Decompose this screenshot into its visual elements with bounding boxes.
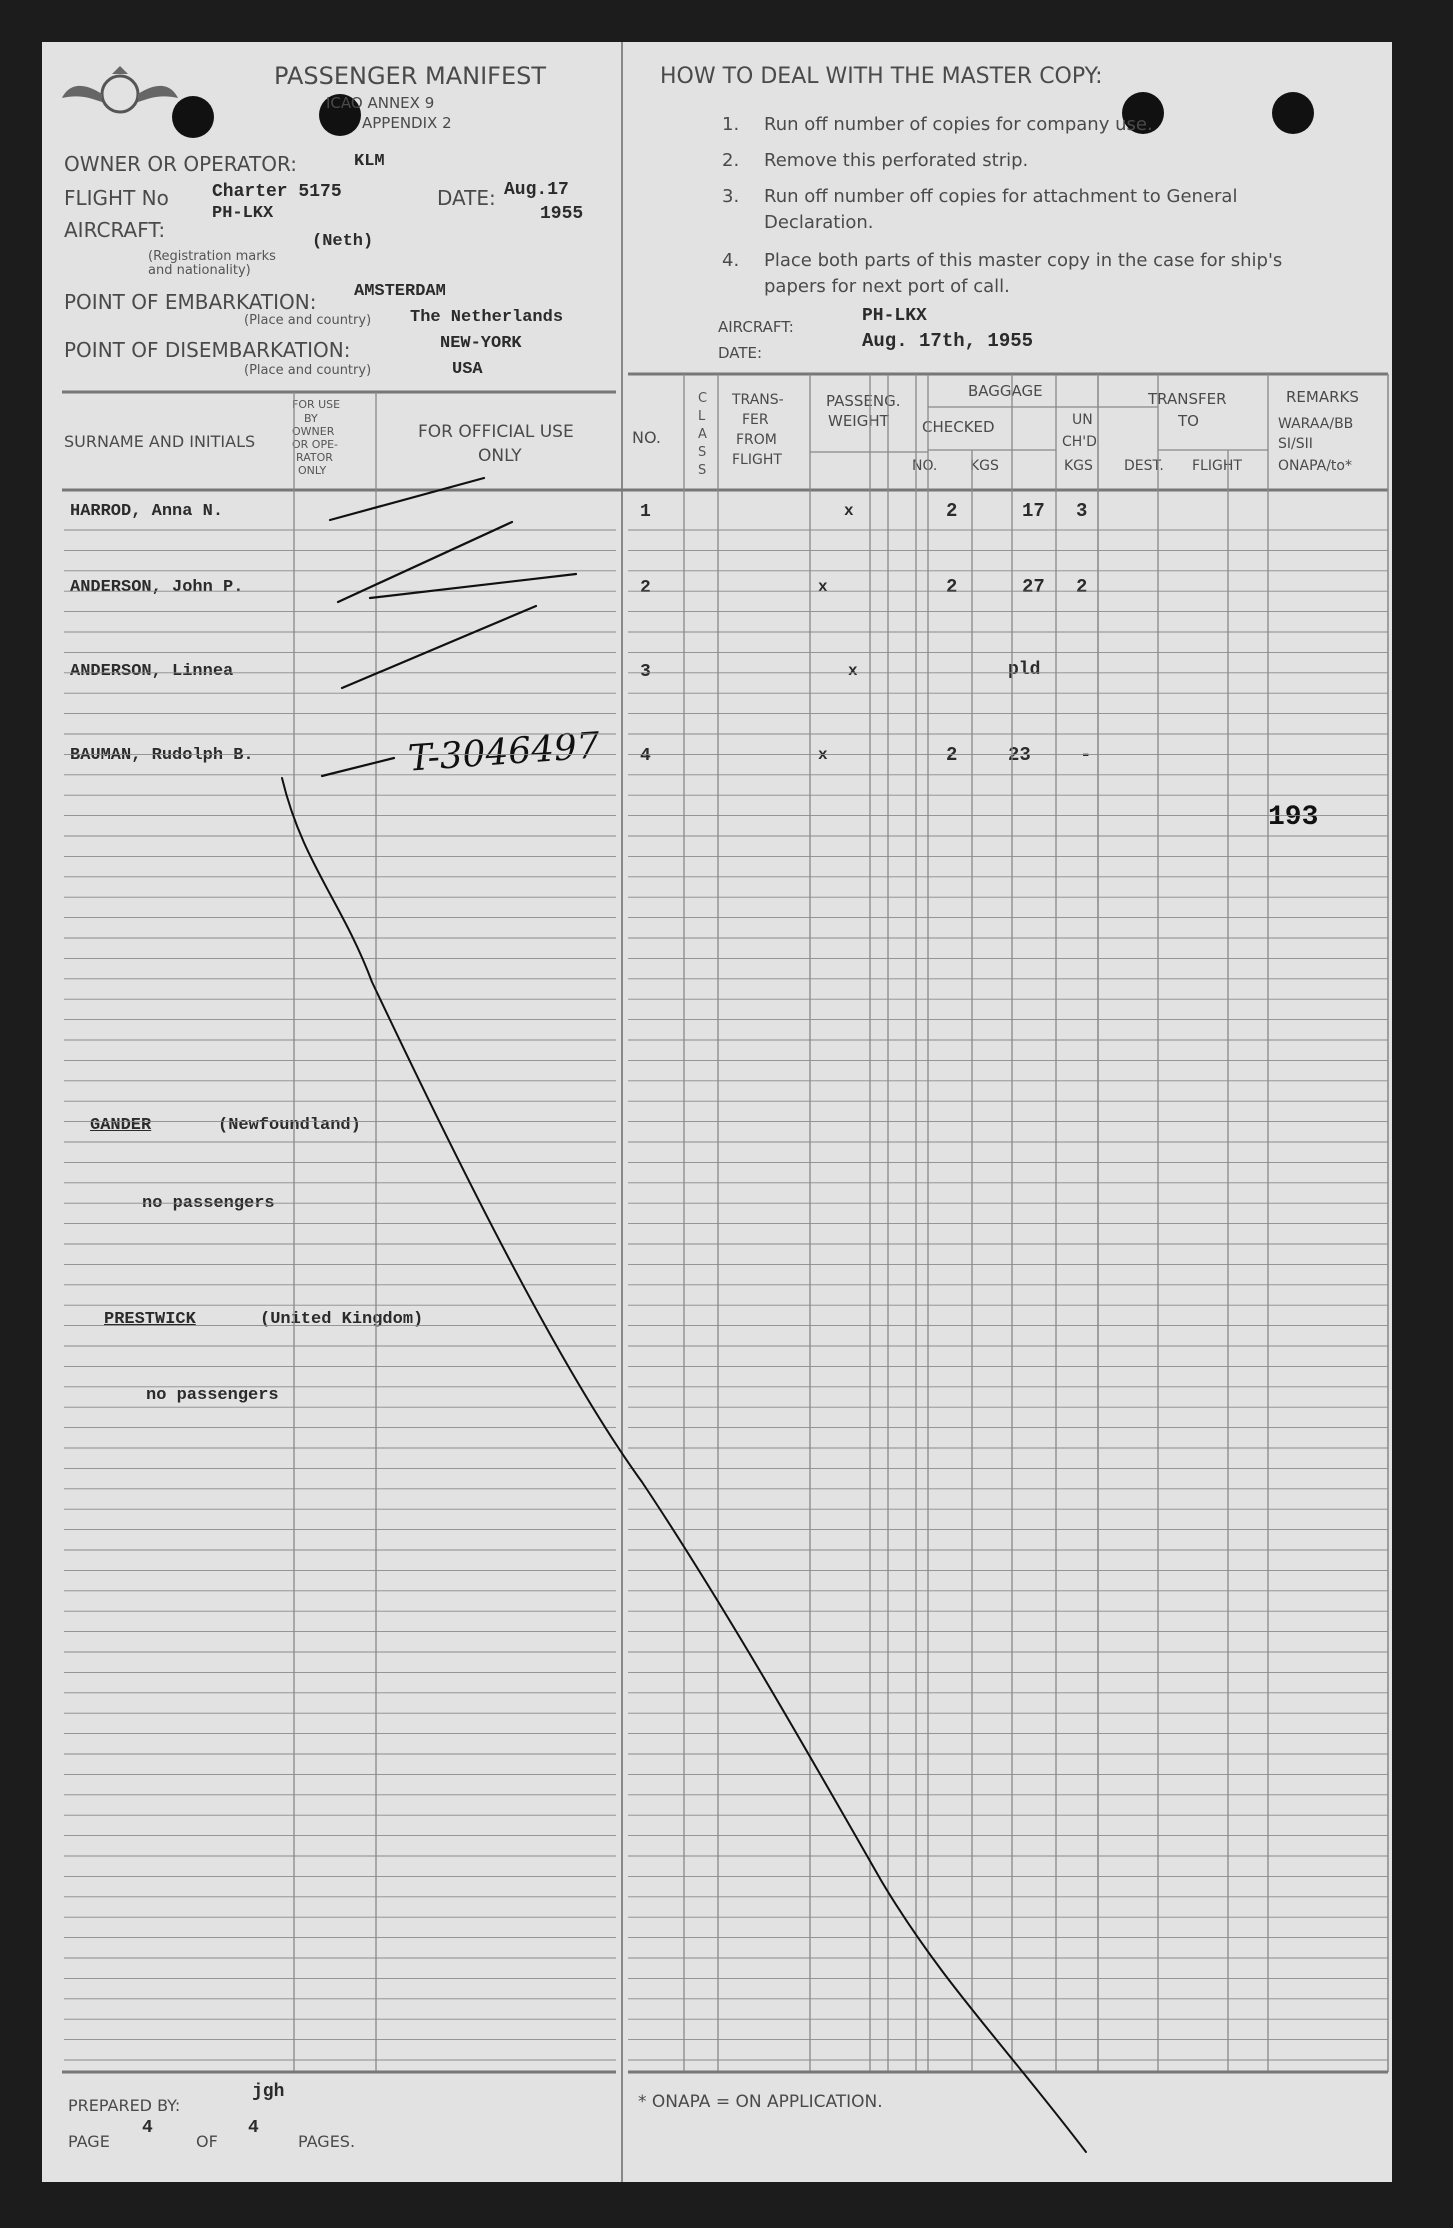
col-header-remarks: REMARKS <box>1286 388 1359 406</box>
passenger-name: ANDERSON, John P. <box>70 578 244 597</box>
prepared-label: PREPARED BY: <box>68 2096 181 2115</box>
stop-place: PRESTWICK <box>104 1310 196 1329</box>
col-header-owner-use: OR OPE- <box>292 438 339 451</box>
col-header-class: L <box>698 409 706 424</box>
stop-place: GANDER <box>90 1116 152 1135</box>
col-header-passeng-weight: PASSENG. <box>826 392 901 410</box>
col-header-dest: DEST. <box>1124 458 1164 474</box>
registration-note: (Registration marks <box>148 249 276 264</box>
instructions-title: HOW TO DEAL WITH THE MASTER COPY: <box>660 64 1103 89</box>
of-value: 4 <box>248 2118 259 2138</box>
col-header-checked-kgs: KGS <box>970 458 999 474</box>
manifest-page <box>42 42 1392 2182</box>
right-aircraft-value: PH-LKX <box>862 306 927 326</box>
pages-label: PAGES. <box>298 2132 356 2151</box>
ink-stroke <box>330 478 484 520</box>
right-date-value: Aug. 17th, 1955 <box>862 330 1034 352</box>
disembarkation-label: POINT OF DISEMBARKATION: <box>64 338 351 362</box>
col-header-transfer-to: TO <box>1178 412 1199 430</box>
col-header-no: NO. <box>632 428 661 447</box>
col-header-checked: CHECKED <box>922 418 995 436</box>
instruction-text: papers for next port of call. <box>764 276 1010 297</box>
passenger-name: HARROD, Anna N. <box>70 502 224 521</box>
owner-label: OWNER OR OPERATOR: <box>64 152 297 176</box>
instruction-text: Run off number off copies for attachment to General <box>764 186 1238 207</box>
owner-value: KLM <box>354 152 385 171</box>
prepared-value: jgh <box>252 2082 285 2102</box>
col-header-checked-no: NO. <box>912 458 938 474</box>
col-header-transfer-from: FROM <box>736 432 777 448</box>
aircraft-nationality: (Neth) <box>312 232 374 251</box>
baggage-checked-kgs: 23 <box>1008 744 1031 766</box>
instruction-num: 3. <box>722 186 740 207</box>
right-aircraft-label: AIRCRAFT: <box>718 318 794 336</box>
embarkation-label: POINT OF EMBARKATION: <box>64 290 317 314</box>
baggage-checked-no: 2 <box>946 500 958 522</box>
ink-stroke <box>342 606 536 688</box>
col-header-baggage: BAGGAGE <box>968 382 1043 400</box>
ink-stroke <box>370 574 576 598</box>
place-country-note: (Place and country) <box>244 363 372 378</box>
page-label: PAGE <box>68 2132 110 2151</box>
passenger-no: 2 <box>640 578 651 598</box>
passenger-weight-mark: x <box>848 662 858 680</box>
col-header-remarks-code: SI/SII <box>1278 436 1313 452</box>
instruction-text: Run off number of copies for company use. <box>764 114 1153 135</box>
stop-country: (United Kingdom) <box>260 1310 424 1329</box>
annex-label: ICAO ANNEX 9 <box>326 94 435 112</box>
ink-stroke <box>338 522 512 602</box>
col-header-class: A <box>698 427 707 442</box>
col-header-class: S <box>698 463 707 478</box>
col-header-unchd: CH'D <box>1062 434 1097 450</box>
flight-label: FLIGHT No <box>64 186 169 210</box>
col-header-owner-use: ONLY <box>298 464 327 477</box>
aircraft-value: PH-LKX <box>212 204 274 223</box>
col-header-owner-use: RATOR <box>296 451 333 464</box>
col-header-class: S <box>698 445 707 460</box>
date-label: DATE: <box>437 186 496 210</box>
appendix-label: APPENDIX 2 <box>362 114 452 132</box>
embarkation-city: AMSTERDAM <box>354 282 446 301</box>
registration-note: and nationality) <box>148 263 251 278</box>
page-value: 4 <box>142 2118 153 2138</box>
col-header-owner-use: OWNER <box>292 425 335 438</box>
place-country-note: (Place and country) <box>244 313 372 328</box>
right-date-label: DATE: <box>718 344 763 362</box>
col-header-remarks-code: ONAPA/to* <box>1278 458 1352 474</box>
instruction-num: 2. <box>722 150 740 171</box>
instruction-text: Remove this perforated strip. <box>764 150 1029 171</box>
passenger-name: BAUMAN, Rudolph B. <box>70 746 254 765</box>
disembarkation-country: USA <box>452 360 483 379</box>
onapa-note: * ONAPA = ON APPLICATION. <box>638 2092 883 2112</box>
passenger-weight-mark: x <box>818 578 828 596</box>
col-header-transfer-from: TRANS- <box>732 392 784 408</box>
baggage-unchd-kgs: 2 <box>1076 576 1088 598</box>
stop-country: (Newfoundland) <box>218 1116 361 1135</box>
baggage-checked-kgs: 27 <box>1022 576 1045 598</box>
instruction-num: 4. <box>722 250 740 271</box>
baggage-unchd-kgs: 3 <box>1076 500 1088 522</box>
instruction-num: 1. <box>722 114 740 135</box>
embarkation-country: The Netherlands <box>410 308 564 327</box>
instruction-text: Place both parts of this master copy in the case for ship's <box>764 250 1283 271</box>
of-label: OF <box>196 2132 218 2151</box>
ink-stroke <box>322 758 394 776</box>
col-header-official: ONLY <box>478 446 522 466</box>
flight-value: Charter 5175 <box>212 182 342 202</box>
col-header-passeng-weight: WEIGHT <box>828 412 889 430</box>
baggage-checked-no: 2 <box>946 744 958 766</box>
passenger-no: 3 <box>640 662 651 682</box>
form-lines <box>42 42 1392 2182</box>
stop-note: no passengers <box>146 1386 279 1405</box>
col-header-official: FOR OFFICIAL USE <box>418 422 574 442</box>
instruction-text: Declaration. <box>764 212 874 233</box>
aircraft-label: AIRCRAFT: <box>64 218 166 242</box>
stop-note: no passengers <box>142 1194 275 1213</box>
passenger-weight-mark: x <box>818 746 828 764</box>
manifest-title: PASSENGER MANIFEST <box>274 62 547 90</box>
col-header-transfer-to: TRANSFER <box>1148 390 1227 408</box>
baggage-checked-kgs: pld <box>1008 660 1041 680</box>
col-header-owner-use: FOR USE <box>292 398 341 411</box>
passenger-no: 4 <box>640 746 651 766</box>
col-header-owner-use: BY <box>304 412 318 425</box>
passenger-no: 1 <box>640 502 651 522</box>
col-header-transfer-from: FER <box>742 412 769 428</box>
col-header-flight: FLIGHT <box>1192 458 1242 474</box>
col-header-transfer-from: FLIGHT <box>732 452 782 468</box>
col-header-remarks-code: WARAA/BB <box>1278 416 1354 432</box>
remark-number: 193 <box>1268 802 1319 833</box>
date-value: Aug.17 <box>504 180 569 200</box>
passenger-weight-mark: x <box>844 502 854 520</box>
col-header-unchd-kgs: KGS <box>1064 458 1093 474</box>
baggage-checked-no: 2 <box>946 576 958 598</box>
passenger-name: ANDERSON, Linnea <box>70 662 234 681</box>
baggage-checked-kgs: 17 <box>1022 500 1045 522</box>
baggage-unchd-kgs: - <box>1080 744 1092 766</box>
disembarkation-city: NEW-YORK <box>440 334 522 353</box>
col-header-surname: SURNAME AND INITIALS <box>64 432 256 451</box>
col-header-class: C <box>698 391 708 406</box>
date-year: 1955 <box>540 204 584 224</box>
col-header-unchd: UN <box>1072 412 1093 428</box>
handwritten-official-number: T-3046497 <box>406 725 602 780</box>
